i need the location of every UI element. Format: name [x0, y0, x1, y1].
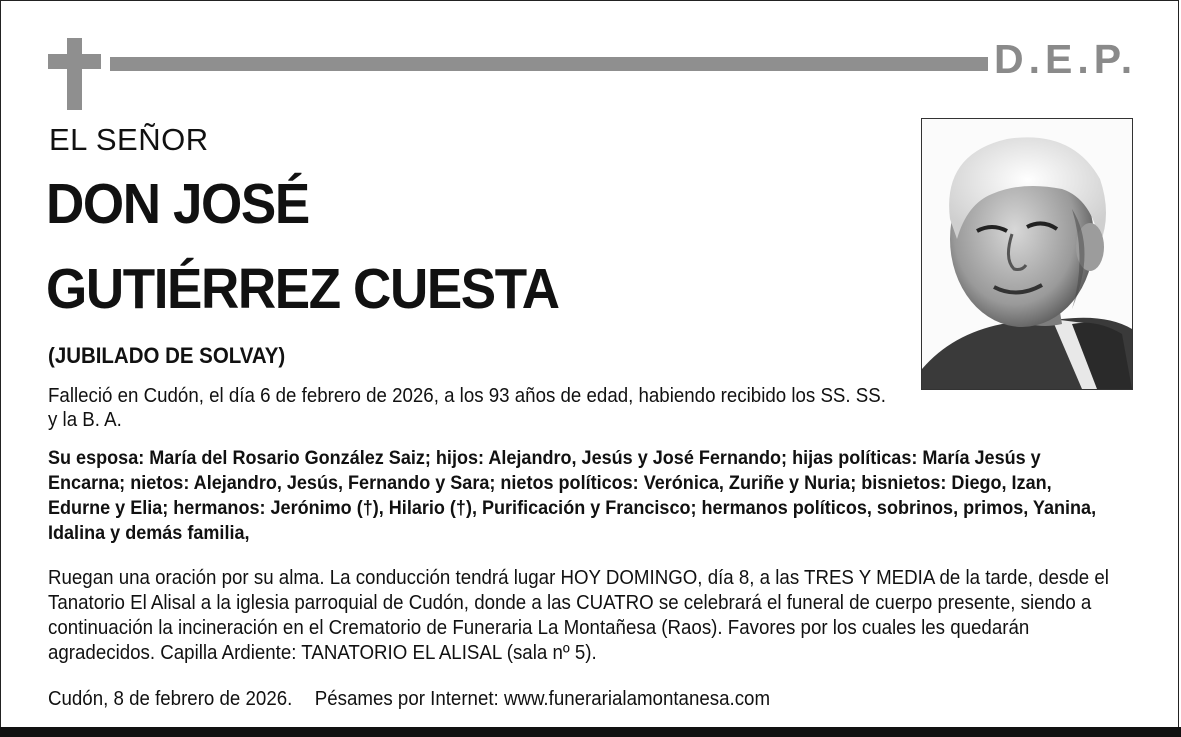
family-list-text: Su esposa: María del Rosario González Saiz; hijos: Alejandro, Jesús y José Fernando; hijas políticas: María Jesús y Encarna; nietos: Alejandro, Jesús, Fernando y Sara; nietos políticos: Verónica, Zuriñe y Nuria; bisnietos: Diego, Izan, Edurne y Elia; hermanos: Jerónimo (†), Hilario (†), Purificación y Francisco; hermanos políticos, sobrinos, primos, Yanina, Idalina y demás familia, [48, 447, 1097, 544]
header-rule [110, 57, 988, 71]
occupation: (JUBILADO DE SOLVAY) [48, 343, 286, 368]
deceased-name-line1: DON JOSÉ [46, 172, 309, 236]
death-notice-text: Falleció en Cudón, el día 6 de febrero de 2026, a los 93 años de edad, habiendo recibido los SS. SS. y la B. A. [48, 385, 886, 431]
bottom-border [0, 727, 1181, 737]
footer [48, 687, 770, 711]
footer-condolences: Pésames por Internet: www.funerarialamontanesa.com [314, 688, 771, 710]
portrait-photo [921, 118, 1133, 390]
deceased-name-line2: GUTIÉRREZ CUESTA [46, 257, 559, 321]
honorific: EL SEÑOR [49, 122, 209, 157]
dep-label: D.E.P. [994, 36, 1138, 82]
service-details-text: Ruegan una oración por su alma. La conducción tendrá lugar HOY DOMINGO, día 8, a las TRES Y MEDIA de la tarde, desde el Tanatorio El Alisal a la iglesia parroquial de Cudón, donde a las CUATRO se celebrará el funeral de cuerpo presente, siendo a continuación la incineración en el Crematorio de Funeraria La Montañesa (Raos). Favores por los cuales les quedarán agradecidos. Capilla Ardiente: TANATORIO EL ALISAL (sala nº 5). [48, 567, 1109, 664]
footer-place-date: Cudón, 8 de febrero de 2026. [48, 688, 293, 710]
portrait-image [922, 119, 1132, 389]
